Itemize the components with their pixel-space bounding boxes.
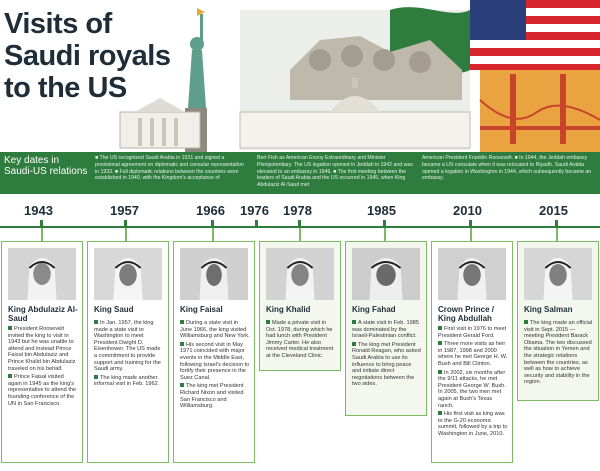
bullet-square-icon (438, 341, 442, 345)
card-point: First visit in 1976 to meet President Gerald Ford. (438, 326, 507, 339)
landmarks-illustration (90, 0, 600, 152)
bullet-square-icon (180, 320, 184, 324)
bullet-square-icon (438, 370, 442, 374)
card-point: The king made another informal visit in Feb. 1962. (94, 374, 160, 388)
card-point: The king made an official visit in Sept. 2015 — meeting President Barack Obama. The two discussed the situation in Yemen and the strategic relations between the countries, as well as how to achieve security and stability in the region. (524, 320, 593, 386)
bullet-square-icon (8, 374, 12, 378)
card-point: A state visit in Feb. 1985 was dominated by the Israeli-Palestinian conflict. (352, 320, 419, 340)
connector-line (470, 228, 472, 242)
portrait-photo (524, 248, 592, 300)
us-flag-illustration (470, 0, 600, 70)
card-points (524, 320, 594, 388)
year-1978: 1978 (283, 203, 312, 218)
year-1957: 1957 (110, 203, 139, 218)
year-1943: 1943 (24, 203, 53, 218)
card-point: The king met President Richard Nixon and visited San Francisco and Williamsburg. (180, 383, 244, 410)
card-point: During a state visit in June 1966, the king visited Williamsburg and New York. (180, 320, 250, 340)
key-dates-note-2: Bert Fish as American Envoy Extraordinary and Minister Plenipotentiary. The US legation opened in Jeddah in 1942 and was elevated to an embassy in 1949. ■ The first meeting between the leaders of Saudi Arabia and the US occurred in 1945, when King Abdulaziz Al-Saud met (257, 155, 413, 189)
year-2015: 2015 (539, 203, 568, 218)
portrait-photo (180, 248, 248, 300)
card-king-fahad (345, 241, 427, 416)
card-points (94, 320, 164, 390)
card-point: President Roosevelt invited the king to visit in 1943 but he was unable to attend and instead Prince Faisal bin Abdulaziz and Prince Khalid bin Abdulaziz traveled on his behalf. (8, 326, 76, 372)
timeline-tick (40, 220, 43, 228)
key-dates-note-3: American President Franklin Roosevelt. ■ In 1944, the Jeddah embassy became a US consulate when it was relocated to Riyadh. Saudi Arabia opened a legation in Washington in 1944, which subsequently became an embassy. (422, 155, 592, 182)
bullet-square-icon (8, 326, 12, 330)
connector-line (384, 228, 386, 242)
bullet-square-icon (352, 320, 356, 324)
card-king-abdullah (431, 241, 513, 463)
bullet-square-icon (180, 383, 184, 387)
timeline-tick (469, 220, 472, 228)
title-line-2: Saudi royals (4, 40, 171, 72)
card-point: The king met President Ronald Reagan, who asked Saudi Arabia to use its influence to bring peace and initiate direct negotiations between the two sides. (352, 341, 421, 388)
bullet-square-icon (266, 320, 270, 324)
portrait-photo (8, 248, 76, 300)
card-points (266, 320, 336, 362)
timeline-tick (555, 220, 558, 228)
timeline-tick (298, 220, 301, 228)
card-king-khalid (259, 241, 341, 371)
card-king-abdulaziz (1, 241, 83, 463)
card-name: King Salman (524, 305, 573, 314)
bullet-square-icon (180, 342, 184, 346)
golden-gate-bridge-illustration (480, 70, 600, 152)
connector-line (556, 228, 558, 242)
card-points (438, 326, 508, 440)
year-1966: 1966 (196, 203, 225, 218)
card-point: Made a private visit in Oct. 1978, during which he had lunch with President Jimmy Carter. He also received medical treatment at the Cleveland Clinic. (266, 320, 334, 359)
timeline-tick (383, 220, 386, 228)
card-king-saud (87, 241, 169, 463)
portrait-photo (94, 248, 162, 300)
key-dates-heading: Key dates in Saudi-US relations (4, 155, 88, 177)
year-1976: 1976 (240, 203, 269, 218)
card-name: King Saud (94, 305, 134, 314)
bullet-square-icon (94, 320, 98, 324)
key-dates-note-1: ■ The US recognized Saudi Arabia in 1931 and signed a provisional agreement on diplomatic and consular representation in 1933. ■ Full diplomatic relations between the countries were established in 1940, with the Kingdom's acceptance of (95, 155, 244, 182)
connector-line (125, 228, 127, 242)
bullet-square-icon (438, 411, 442, 415)
card-name: Crown Prince / King Abdullah (438, 305, 495, 323)
year-1985: 1985 (367, 203, 396, 218)
connector-line (212, 228, 214, 242)
white-house-illustration (120, 98, 200, 148)
timeline-tick (124, 220, 127, 228)
bullet-square-icon (94, 375, 98, 379)
card-king-salman (517, 241, 599, 401)
card-point: Prince Faisal visited again in 1945 as the king's representative to attend the founding conference of the UN in San Francisco. (8, 374, 77, 407)
card-point: Three more visits as heir in 1987, 1998 and 2000 where he met George H. W. Bush and Bill Clinton. (438, 341, 508, 367)
timeline-tick (211, 220, 214, 228)
year-2010: 2010 (453, 203, 482, 218)
card-points (180, 320, 250, 412)
connector-line (41, 228, 43, 242)
card-name: King Faisal (180, 305, 223, 314)
card-point: In Jan. 1957, the king made a state visit to Washington to meet President Dwight D. Eisenhower. The US made a commitment to provide support and training for the Saudi army. (94, 320, 161, 373)
card-king-faisal (173, 241, 255, 463)
portrait-photo (266, 248, 334, 300)
title-line-3: to the US (4, 72, 127, 104)
card-point: His first visit as king was to the G-20 economic summit, followed by a trip to Washington in June, 2010. (438, 411, 508, 437)
portrait-photo (438, 248, 506, 300)
title-line-1: Visits of (4, 8, 112, 40)
bullet-square-icon (352, 342, 356, 346)
card-point: His second visit in May 1971 coincided with major events in the Middle East, following Israel's decision to fortify their presence in the Suez Canal. (180, 341, 250, 381)
key-dates-band (0, 152, 600, 194)
card-point: In 2002, six months after the 9/11 attacks, he met President George W. Bush. In 2005, the two men met again at Bush's Texas ranch. (438, 369, 506, 409)
card-name: King Khalid (266, 305, 311, 314)
bullet-square-icon (524, 320, 528, 324)
card-points (8, 326, 78, 409)
bullet-square-icon (438, 326, 442, 330)
connector-line (299, 228, 301, 242)
card-name: King Abdulaziz Al-Saud (8, 305, 78, 323)
card-name: King Fahad (352, 305, 396, 314)
card-points (352, 320, 422, 390)
timeline-tick (255, 220, 258, 228)
timeline (0, 194, 600, 232)
portrait-photo (352, 248, 420, 300)
